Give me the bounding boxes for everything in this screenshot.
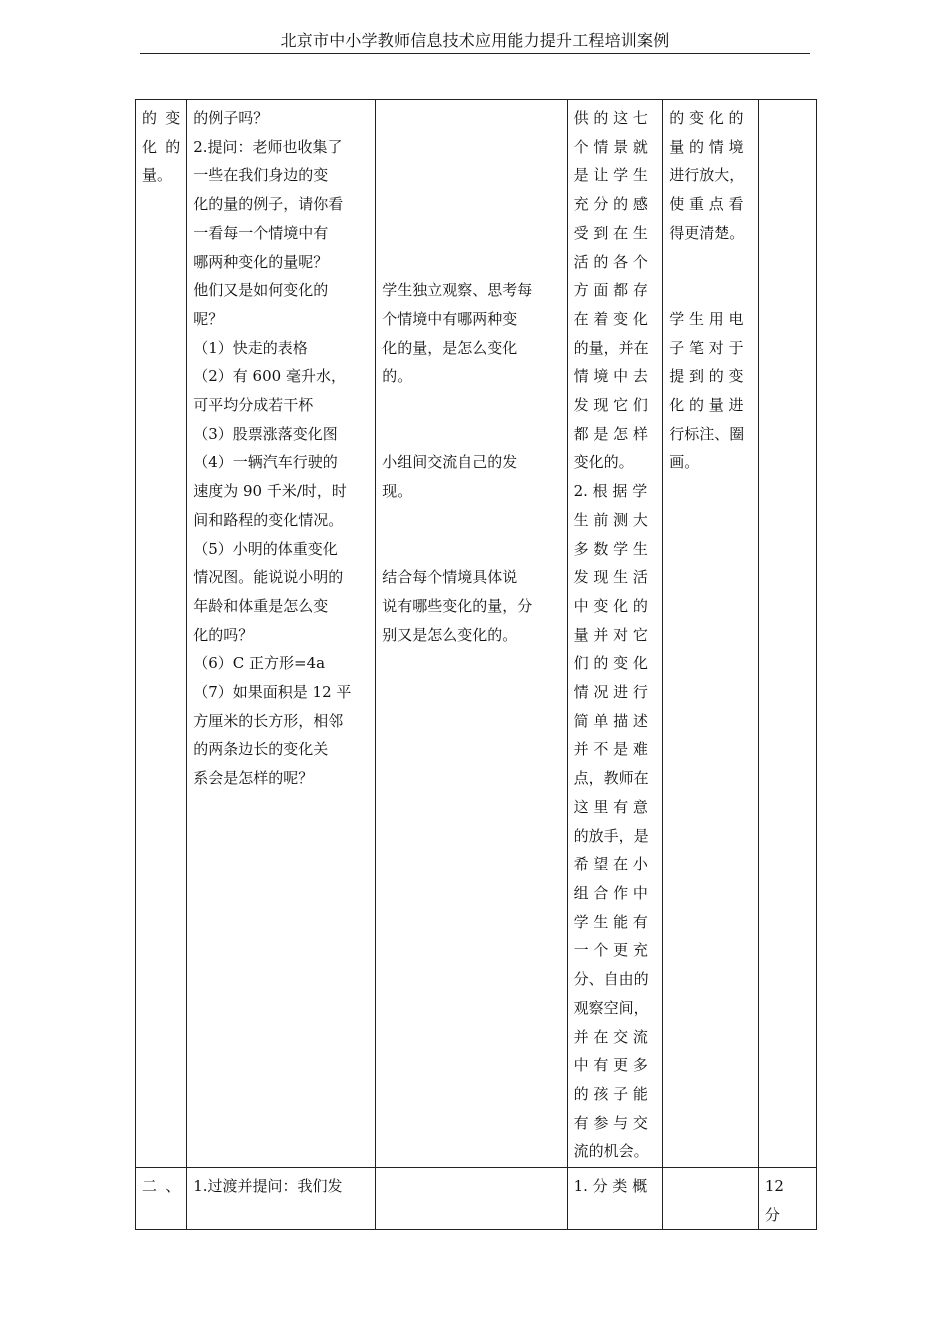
intent-line: 的放手，是 [573, 826, 649, 845]
intent-line: 有 参 与 交 [573, 1113, 648, 1132]
teacher-line: 速度为 90 千米/时，时 [193, 482, 347, 501]
design-intent-cell [567, 1168, 663, 1230]
student-activity-cell [376, 1168, 567, 1230]
time-value: 12 分 [764, 1177, 799, 1224]
tech-line: 化 的 量 进 [669, 396, 744, 414]
tech-line: 的 变 化 的 [669, 109, 744, 127]
stage-label: 二 、 [142, 1177, 181, 1195]
tech-line: 量 的 情 境 [669, 137, 744, 156]
intent-line: 1. 分 类 概 [573, 1177, 648, 1195]
student-line: 的。 [382, 367, 413, 386]
time-cell [758, 100, 816, 1168]
intent-line: 充 分 的 感 [573, 195, 648, 214]
intent-line: 是 让 学 生 [573, 166, 648, 185]
intent-line: 情 境 中 去 [573, 367, 648, 386]
intent-line: 简 单 描 述 [573, 711, 648, 730]
intent-line: 这 里 有 意 [573, 797, 648, 816]
blank-line [382, 420, 560, 449]
teacher-line: 的例子吗？ [193, 109, 269, 127]
intent-line: 点，教师在 [573, 769, 649, 788]
intent-line: 并 不 是 难 [573, 740, 648, 759]
student-line: 现。 [382, 482, 413, 501]
intent-line: 供 的 这 七 [573, 109, 648, 127]
tech-line: 学 生 用 电 [669, 309, 744, 328]
intent-line: 情 况 进 行 [573, 683, 648, 702]
student-activity-cell [376, 100, 567, 1168]
blank-line [382, 161, 560, 190]
student-line: 结合每个情境具体说 [382, 568, 518, 587]
teacher-line: 一看每一个情境中有 [193, 223, 329, 242]
blank-line [382, 391, 560, 420]
tech-line: 子 笔 对 于 [669, 338, 744, 357]
tech-line: 得更清楚。 [669, 223, 745, 242]
teacher-line: 可平均分成若干杯 [193, 396, 314, 415]
teacher-line: （6）C 正方形=4a [193, 654, 326, 673]
intent-line: 中 变 化 的 [573, 596, 648, 615]
blank-line [382, 190, 560, 219]
student-line: 小组间交流自己的发 [382, 453, 518, 472]
stage-cell [136, 1168, 187, 1230]
blank-line [669, 276, 752, 305]
teacher-activity-cell [187, 100, 376, 1168]
teacher-line: （5）小明的体重变化 [193, 539, 338, 558]
stage-cell [136, 100, 187, 1168]
table-row [136, 1168, 817, 1230]
intent-line: 的 孩 子 能 [573, 1084, 648, 1103]
design-intent-cell [567, 100, 663, 1168]
tech-use-cell [663, 100, 759, 1168]
teacher-activity-cell [187, 1168, 376, 1230]
teacher-line: 化的量的例子，请你看 [193, 195, 344, 214]
header-divider [140, 53, 810, 54]
intent-line: 中 有 更 多 [573, 1056, 648, 1075]
tech-line: 提 到 的 变 [669, 367, 744, 386]
teacher-line: （7）如果面积是 12 平 [193, 683, 352, 702]
tech-line: 画。 [669, 453, 700, 472]
teacher-line: 哪两种变化的量呢？ [193, 252, 329, 271]
teacher-line: 的两条边长的变化关 [193, 740, 329, 759]
blank-line [382, 247, 560, 276]
table-row [136, 100, 817, 1168]
tech-line: 进行放大， [669, 166, 745, 185]
intent-line: 活 的 各 个 [573, 252, 648, 271]
tech-use-cell [663, 1168, 759, 1230]
page-header: 北京市中小学教师信息技术应用能力提升工程培训案例 [280, 31, 670, 50]
intent-line: 受 到 在 生 [573, 223, 648, 242]
blank-line [382, 133, 560, 162]
intent-line: 学 生 能 有 [573, 912, 648, 931]
stage-line: 量。 [142, 166, 173, 185]
teacher-line: 情况图。能说说小明的 [193, 568, 344, 587]
teacher-line: 方厘米的长方形，相邻 [193, 711, 344, 730]
teacher-line: （3）股票涨落变化图 [193, 424, 338, 443]
student-line: 化的量，是怎么变化 [382, 338, 518, 357]
intent-line: 观察空间， [573, 998, 649, 1017]
stage-line: 的 变 [142, 109, 181, 127]
intent-line: 发 现 它 们 [573, 396, 648, 415]
teacher-line: （1）快走的表格 [193, 338, 308, 357]
intent-line: 一 个 更 充 [573, 941, 648, 960]
teacher-line: （2）有 600 毫升水， [193, 367, 346, 386]
intent-line: 生 前 测 大 [573, 510, 648, 529]
student-line: 个情境中有哪两种变 [382, 309, 518, 328]
intent-line: 并 在 交 流 [573, 1027, 648, 1046]
student-line: 别又是怎么变化的。 [382, 625, 518, 644]
student-line: 说有哪些变化的量，分 [382, 596, 533, 615]
intent-line: 分、自由的 [573, 970, 649, 989]
lesson-plan-table [135, 99, 817, 1230]
blank-line [382, 104, 560, 133]
intent-line: 们 的 变 化 [573, 654, 648, 673]
tech-line: 使 重 点 看 [669, 195, 744, 214]
intent-line: 发 现 生 活 [573, 568, 648, 587]
tech-line: 行标注、圈 [669, 424, 745, 443]
teacher-line: 2.提问：老师也收集了 [193, 137, 343, 156]
intent-line: 的量，并在 [573, 338, 649, 357]
intent-line: 量 并 对 它 [573, 625, 648, 644]
blank-line [382, 534, 560, 563]
teacher-line: 间和路程的变化情况。 [193, 510, 344, 529]
intent-line: 在 着 变 化 [573, 309, 648, 328]
intent-line: 变化的。 [573, 453, 634, 472]
blank-line [382, 506, 560, 535]
intent-line: 都 是 怎 样 [573, 424, 648, 443]
intent-line: 2. 根 据 学 [573, 482, 648, 501]
teacher-line: 呢？ [193, 309, 224, 328]
student-line: 学生独立观察、思考每 [382, 281, 533, 300]
intent-line: 多 数 学 生 [573, 539, 648, 558]
blank-line [382, 219, 560, 248]
intent-line: 个 情 景 就 [573, 137, 648, 156]
time-cell [758, 1168, 816, 1230]
teacher-line: 年龄和体重是怎么变 [193, 596, 329, 615]
teacher-line: 1.过渡并提问：我们发 [193, 1177, 343, 1195]
teacher-line: 他们又是如何变化的 [193, 281, 329, 300]
teacher-line: （4）一辆汽车行驶的 [193, 453, 338, 472]
teacher-line: 系会是怎样的呢？ [193, 769, 314, 788]
intent-line: 流的机会。 [573, 1142, 649, 1161]
teacher-line: 一些在我们身边的变 [193, 166, 329, 185]
teacher-line: 化的吗？ [193, 625, 254, 644]
intent-line: 希 望 在 小 [573, 855, 648, 874]
intent-line: 方 面 都 存 [573, 281, 648, 300]
intent-line: 组 合 作 中 [573, 883, 648, 902]
blank-line [669, 248, 752, 277]
stage-line: 化 的 [142, 137, 181, 156]
